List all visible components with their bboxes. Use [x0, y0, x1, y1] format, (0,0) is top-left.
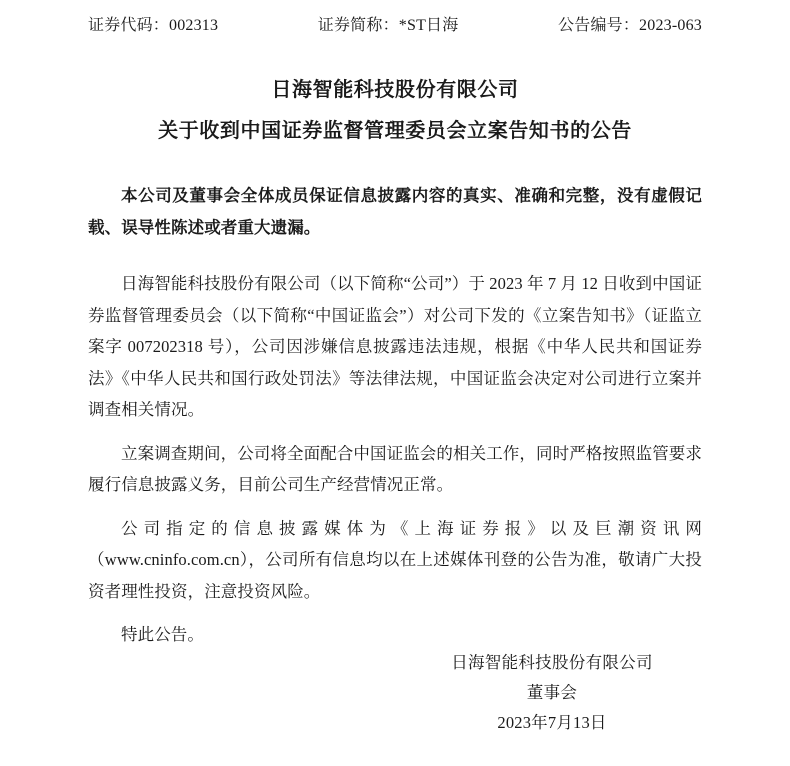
title-line-company: 日海智能科技股份有限公司 [271, 79, 519, 101]
paragraph-closing: 特此公告。 [121, 625, 204, 644]
disclaimer-paragraph: 本公司及董事会全体成员保证信息披露内容的真实、准确和完整，没有虚假记载、误导性陈述或者重大遗漏。 [88, 186, 702, 237]
spacer-2 [88, 501, 702, 513]
document-header [88, 12, 702, 35]
title-line-subject: 关于收到中国证券监督管理委员会立案告知书的公告 [158, 120, 632, 142]
document-body [88, 180, 702, 651]
spacer-1 [88, 426, 702, 438]
announcement-number: 公告编号：2023-063 [558, 17, 702, 34]
spacer-after-disclaimer [88, 243, 702, 268]
paragraph-disclosure-media: 公司指定的信息披露媒体为《上海证券报》以及巨潮资讯网（www.cninfo.com.cn），公司所有信息均以在上述媒体刊登的公告为准，敬请广大投资者理性投资，注意投资风险。 [88, 518, 702, 601]
security-code: 证券代码：002313 [88, 17, 219, 34]
paragraph-cooperation: 立案调查期间，公司将全面配合中国证监会的相关工作，同时严格按照监管要求履行信息披露义务，目前公司生产经营情况正常。 [88, 443, 702, 494]
page-title [0, 70, 790, 152]
spacer-3 [88, 607, 702, 619]
signature-date: 2023年7月13日 [497, 713, 607, 732]
paragraph-filing-notice: 日海智能科技股份有限公司（以下简称“公司”）于 2023 年 7 月 12 日收到中国证券监督管理委员会（以下简称“中国证监会”）对公司下发的《立案告知书》（证监立案字 007202318 号），公司因涉嫌信息披露违法违规，根据《中华人民共和国证券法》《中华人民共和国行政处罚法》等法律法规，中国证监会决定对公司进行立案并调查相关情况。 [88, 274, 702, 419]
signature-company: 日海智能科技股份有限公司 [451, 653, 653, 672]
signature-organization: 董事会 [526, 683, 578, 702]
security-abbreviation: 证券简称：*ST日海 [317, 17, 459, 34]
signature-block [402, 648, 702, 738]
